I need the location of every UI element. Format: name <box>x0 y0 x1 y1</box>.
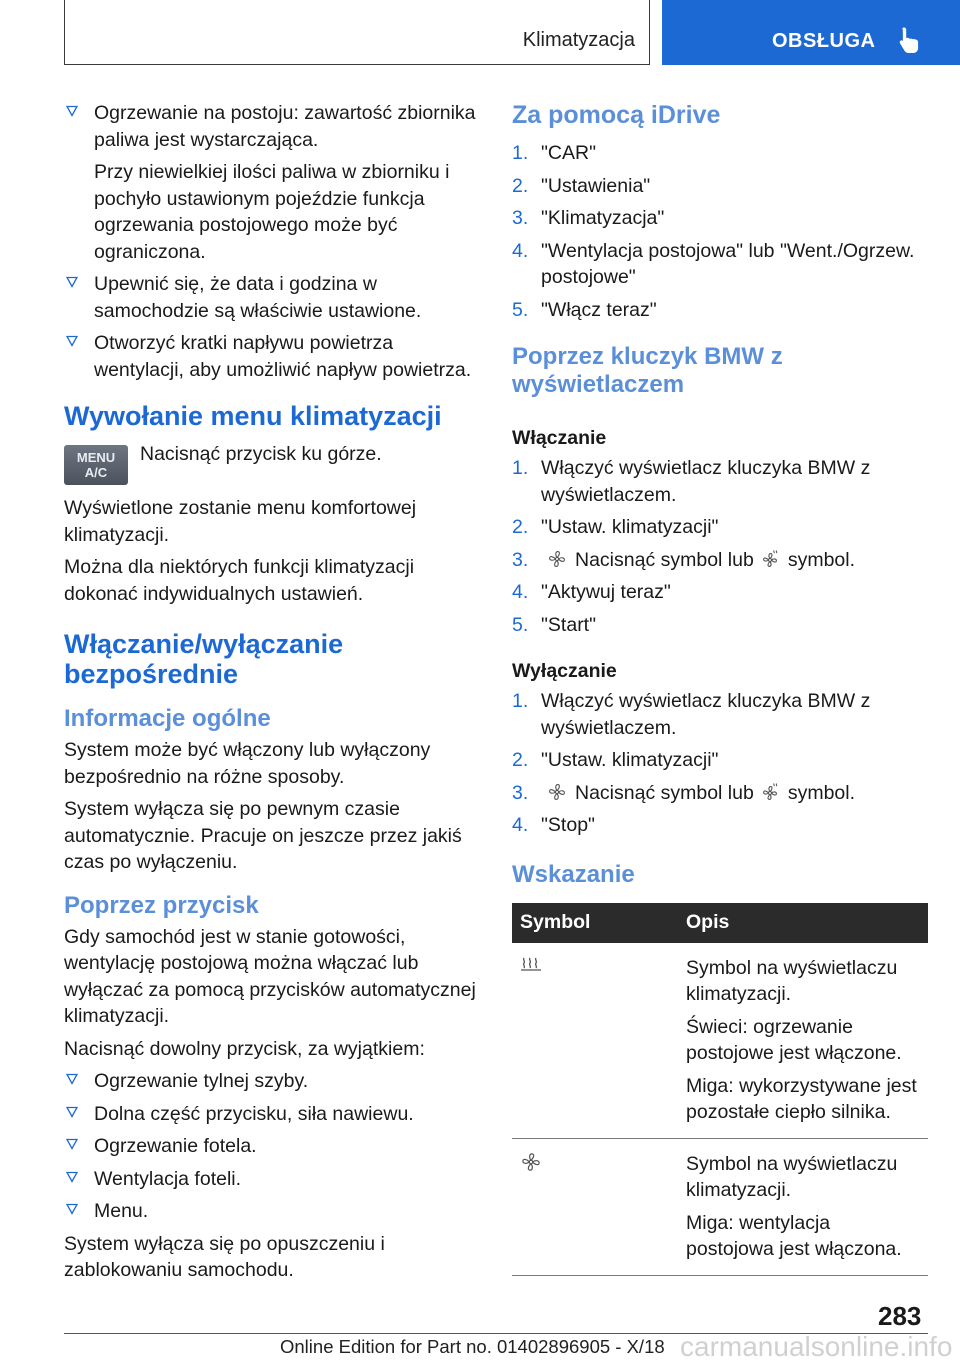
bullet-subtext: Przy niewielkiej ilości paliwa w zbiorniku i pochyło ustawionym pojeździe funkcja ogrzewania postojowego może być ograniczona. <box>94 161 450 263</box>
except-text: Ogrzewanie fotela. <box>94 1135 257 1157</box>
right-column <box>512 100 928 1276</box>
chapter-tab <box>662 0 960 65</box>
heat-waves-icon <box>520 955 542 977</box>
triangle-bullet-icon <box>66 276 78 288</box>
triangle-bullet-icon <box>66 1138 78 1150</box>
list-item: 1. Włączyć wyświetlacz kluczyka BMW z wyświetlaczem. <box>512 690 871 739</box>
menu-instruction: Nacisnąć przycisk ku górze. <box>140 443 382 465</box>
list-item: 4. "Wentylacja postojowa" lub "Went./Ogrzew. postojowe" <box>512 239 915 288</box>
symbol-table <box>512 903 928 1276</box>
pointing-hand-icon <box>898 26 922 54</box>
heat-fan-icon <box>760 549 780 569</box>
paragraph: Można dla niektórych funkcji klimatyzacji dokonać indywidualnych ustawień. <box>64 556 415 605</box>
list-item: 1. Włączyć wyświetlacz kluczyka BMW z wyświetlaczem. <box>512 457 871 506</box>
paragraph: System wyłącza się po opuszczeniu i zablokowaniu samochodu. <box>64 1232 385 1281</box>
table-cell-symbol <box>512 1138 678 1275</box>
paragraph: System może być włączony lub wyłączony bezpośrednio na różne sposoby. <box>64 739 431 788</box>
triangle-bullet-icon <box>66 1073 78 1085</box>
section-title: Klimatyzacja <box>522 29 635 51</box>
triangle-bullet-icon <box>66 1203 78 1215</box>
list-item: 5. "Start" <box>512 613 597 636</box>
triangle-bullet-icon <box>66 105 78 117</box>
left-column <box>64 100 478 1290</box>
page-number: 283 <box>878 1301 922 1331</box>
chapter-tab-label: OBSŁUGA <box>772 30 876 52</box>
bullet-item <box>64 100 478 265</box>
table-header-description: Opis <box>678 903 928 943</box>
paragraph: Nacisnąć dowolny przycisk, za wyjątkiem: <box>64 1037 425 1060</box>
bullet-text: Upewnić się, że data i godzina w samochodzie są właściwie ustawione. <box>94 273 422 322</box>
bullet-text: Ogrzewanie na postoju: zawartość zbiornika paliwa jest wystarczająca. <box>94 102 476 151</box>
paragraph: Wyświetlone zostanie menu komfortowej klimatyzacji. <box>64 497 417 546</box>
bullet-text: Otworzyć kratki napływu powietrza wentylacji, aby umożliwić napływ powietrza. <box>94 332 472 381</box>
heading-key: Poprzez kluczyk BMW z wyświetlaczem <box>512 343 783 398</box>
except-item <box>64 1166 478 1193</box>
fan-icon <box>547 782 567 802</box>
list-item: 3. Nacisnąć symbol lub symbol. <box>512 781 856 804</box>
menu-button-label-line2: A/C <box>84 465 108 480</box>
idrive-steps <box>512 140 928 323</box>
heading-on: Włączanie <box>512 427 607 449</box>
table-cell-description: Symbol na wyświetlaczu klimatyzacji. Miga: wentylacja postojowa jest włączona. <box>678 1138 928 1275</box>
triangle-bullet-icon <box>66 1171 78 1183</box>
paragraph: Gdy samochód jest w stanie gotowości, wentylację postojową można włączać lub wyłączać za pomocą przycisków automatycznej klimatyzacji. <box>64 925 476 1027</box>
table-header-row <box>512 903 928 943</box>
menu-button-row <box>64 441 478 485</box>
except-item <box>64 1101 478 1128</box>
menu-button-label-line1: MENU <box>76 450 116 465</box>
fan-icon <box>520 1151 542 1173</box>
table-cell-symbol <box>512 943 678 1139</box>
heat-fan-icon <box>760 782 780 802</box>
list-item: 4. "Stop" <box>512 814 595 836</box>
fan-icon <box>547 549 567 569</box>
bullet-item <box>64 271 478 324</box>
triangle-bullet-icon <box>66 1106 78 1118</box>
paragraph: System wyłącza się po pewnym czasie automatycznie. Pracuje on jeszcze przez jakiś czas po wyłączeniu. <box>64 798 462 873</box>
header-section-box <box>64 0 650 65</box>
except-item <box>64 1068 478 1095</box>
list-item: 2. "Ustawienia" <box>512 174 651 197</box>
list-item: 5. "Włącz teraz" <box>512 298 657 321</box>
heading-button: Poprzez przycisk <box>64 891 259 919</box>
heading-general: Informacje ogólne <box>64 705 271 732</box>
heading-menu: Wywołanie menu klimatyzacji <box>64 401 442 431</box>
table-cell-description: Symbol na wyświetlaczu klimatyzacji. Świeci: ogrzewanie postojowe jest włączone. Miga: wykorzystywane jest pozostałe ciepło silnika. <box>678 943 928 1139</box>
table-header-symbol: Symbol <box>512 903 678 943</box>
except-text: Menu. <box>94 1200 149 1222</box>
list-item: 2. "Ustaw. klimatyzacji" <box>512 749 719 771</box>
except-text: Ogrzewanie tylnej szyby. <box>94 1070 309 1092</box>
list-item: 2. "Ustaw. klimatyzacji" <box>512 516 719 538</box>
list-item: 1. "CAR" <box>512 142 597 164</box>
menu-ac-button-icon <box>64 445 128 485</box>
heading-onoff: Włączanie/wyłączanie bezpośrednie <box>64 629 344 689</box>
bullet-item <box>64 330 478 383</box>
list-item: 3. Nacisnąć symbol lub symbol. <box>512 548 856 571</box>
heading-idrive: Za pomocą iDrive <box>512 101 721 129</box>
on-steps <box>512 455 928 638</box>
except-text: Wentylacja foteli. <box>94 1167 242 1190</box>
watermark: carmanualsonline.info <box>680 1331 953 1362</box>
except-text: Dolna część przycisku, siła nawiewu. <box>94 1102 414 1125</box>
footer-edition: Online Edition for Part no. 01402896905 - X/18 <box>280 1336 665 1357</box>
list-item: 3. "Klimatyzacja" <box>512 207 665 229</box>
heading-off: Wyłączanie <box>512 660 617 682</box>
table-row <box>512 1138 928 1275</box>
except-item <box>64 1133 478 1160</box>
list-item: 4. "Aktywuj teraz" <box>512 581 671 603</box>
heading-indicator: Wskazanie <box>512 860 635 888</box>
table-row <box>512 943 928 1139</box>
triangle-bullet-icon <box>66 335 78 347</box>
off-steps <box>512 688 928 839</box>
except-item <box>64 1198 478 1225</box>
